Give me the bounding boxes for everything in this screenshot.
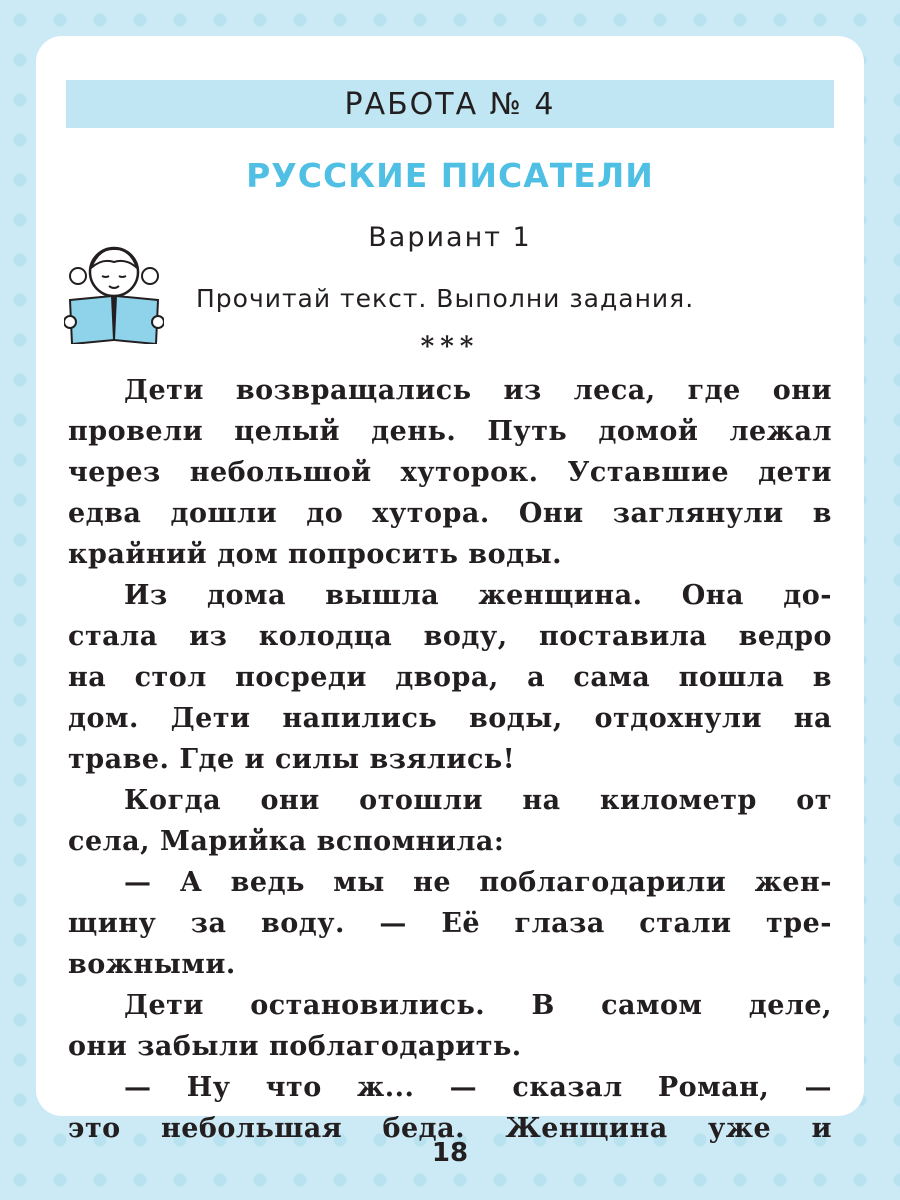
- text-line: Когда они отошли на километр от: [124, 785, 832, 816]
- text-line: через небольшой хуторок. Уставшие дети: [68, 457, 832, 488]
- text-line: траве. Где и силы взялись!: [68, 744, 516, 775]
- text-line: села, Марийка вспомнила:: [68, 826, 505, 857]
- instruction-text: Прочитай текст. Выполни задания.: [196, 284, 695, 313]
- text-line: это небольшая беда. Женщина уже и: [68, 1113, 832, 1144]
- text-line: — А ведь мы не поблагодарили жен-: [124, 867, 832, 898]
- text-separator: ***: [420, 332, 480, 362]
- footer: [0, 1124, 900, 1194]
- text-line: крайний дом попросить воды.: [68, 539, 563, 570]
- page-number: 18: [431, 1138, 469, 1168]
- text-line: Дети возвращались из леса, где они: [124, 375, 832, 406]
- text-line: они забыли поблагодарить.: [68, 1031, 522, 1062]
- text-line: едва дошли до хутора. Они заглянули в: [68, 498, 832, 529]
- reading-text: [68, 370, 832, 1149]
- text-line: — Ну что ж... — сказал Роман, —: [124, 1072, 832, 1103]
- text-line: стала из колодца воду, поставила ведро: [68, 621, 832, 652]
- girl-reading-icon: [64, 240, 164, 344]
- text-line: вожными.: [68, 949, 236, 980]
- text-line: Из дома вышла женщина. Она до-: [124, 580, 832, 611]
- section-title: РУССКИЕ ПИСАТЕЛИ: [246, 156, 654, 195]
- variant-label: Вариант 1: [368, 222, 532, 253]
- text-line: щину за воду. — Её глаза стали тре-: [68, 908, 832, 939]
- work-title: РАБОТА № 4: [66, 80, 834, 128]
- text-line: Дети остановились. В самом деле,: [124, 990, 832, 1021]
- text-line: на стол посреди двора, а сама пошла в: [68, 662, 832, 693]
- text-line: провели целый день. Путь домой лежал: [68, 416, 832, 447]
- text-line: дом. Дети напились воды, отдохнули на: [68, 703, 832, 734]
